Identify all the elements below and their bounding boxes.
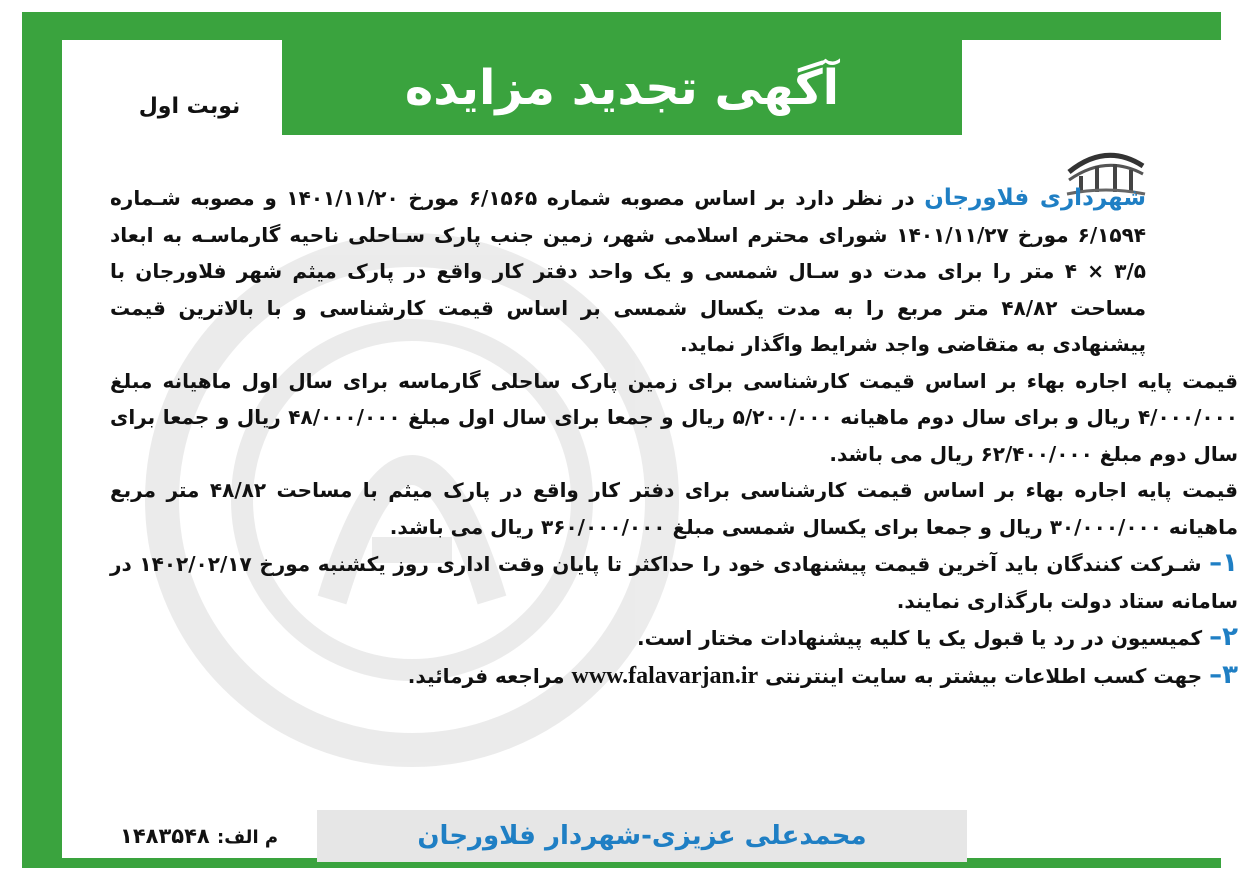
item-text: شـرکت کنندگان باید آخرین قیمت پیشنهادی خود را حداکثر تا پایان وقت اداری روز یکشنبه مورخ ۱۴۰۲/۰۲/۱۷ در سامانه ستاد دولت بارگذاری نمایند. xyxy=(110,552,1238,613)
page-title: آگهی تجدید مزایده xyxy=(404,59,840,116)
notice-round: نوبت اول xyxy=(138,94,241,119)
item-number: ۱– xyxy=(1209,548,1238,578)
website-link[interactable]: www.falavarjan.ir xyxy=(571,662,759,689)
ad-body xyxy=(62,40,1239,858)
rent-paragraph-land: قیمت پایه اجاره بهاء بر اساس قیمت کارشناسی برای زمین پارک ساحلی گارماسه برای سال اول ماهیانه مبلغ ۴/۰۰۰/۰۰۰ ریال و برای سال دوم ماهیانه ۵/۲۰۰/۰۰۰ ریال و جمعا برای سال اول مبلغ ۴۸/۰۰۰/۰۰۰ ریال و جمعا برای سال دوم مبلغ ۶۲/۴۰۰/۰۰۰ ریال می باشد. xyxy=(110,368,1239,466)
org-name: شهرداری فلاورجان xyxy=(924,185,1146,211)
signature-box xyxy=(317,810,967,862)
signature: محمدعلی عزیزی-شهردار فلاورجان xyxy=(417,821,867,851)
ad-text xyxy=(110,180,1238,694)
item-number: ۲– xyxy=(1209,622,1238,652)
item-number: ۳– xyxy=(1209,659,1238,690)
item-text: کمیسیون در رد یا قبول یک یا کلیه پیشنهادات مختار است. xyxy=(636,626,1210,650)
item-text-after: مراجعه فرمائید. xyxy=(407,663,572,688)
item-text: جهت کسب اطلاعات بیشتر به سایت اینترنتی xyxy=(758,663,1210,688)
rent-paragraph-office: قیمت پایه اجاره بهاء بر اساس قیمت کارشناسی برای دفتر کار واقع در پارک میثم با مساحت ۴۸/۸۲ متر مربع ماهیانه ۳۰/۰۰۰/۰۰۰ ریال و جمعا برای یکسال شمسی مبلغ ۳۶۰/۰۰۰/۰۰۰ ریال می باشد. xyxy=(110,478,1238,539)
title-banner xyxy=(282,40,962,135)
condition-item-3 xyxy=(110,657,1238,695)
condition-item-2 xyxy=(110,619,1238,657)
reference-value: ۱۴۸۳۵۴۸ xyxy=(120,824,210,848)
reference-number xyxy=(120,824,320,848)
ad-frame xyxy=(22,12,1239,868)
intro-paragraph xyxy=(110,180,1238,363)
intro-text: در نظر دارد بر اساس مصوبه شماره ۶/۱۵۶۵ مورخ ۱۴۰۱/۱۱/۲۰ و مصوبه شـماره ۶/۱۵۹۴ مورخ ۱۴۰۱/۱۱/۲۷ شورای محترم اسلامی شهر، زمین جنب پارک سـاحلی ناحیه گارماسـه به ابعاد ۳/۵ × ۴ متر را برای مدت دو سـال شمسی و یک واحد دفتر کار واقع در پارک میثم شهر فلاورجان با مساحت ۴۸/۸۲ متر مربع را به مدت یکسال شمسی بر اساس قیمت کارشناسی و با بالاترین قیمت پیشنهادی به متقاضی واجد شرایط واگذار نماید. xyxy=(110,186,1147,356)
condition-item-1 xyxy=(110,545,1238,619)
reference-label: م الف: xyxy=(217,827,279,848)
